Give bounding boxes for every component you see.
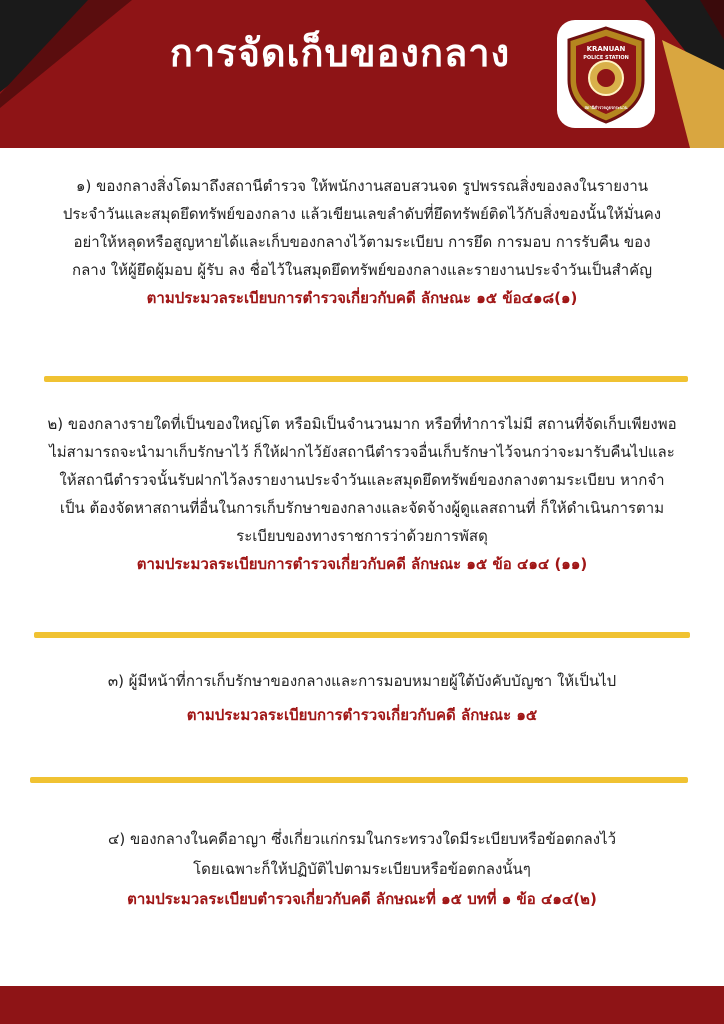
section-4-line: โดยเฉพาะก็ให้ปฏิบัติไปตามระเบียบหรือข้อตกลงนั้นๆ: [193, 860, 531, 878]
section-1-line: ประจำวันและสมุดยึดทรัพย์ของกลาง แล้วเขียนเลขลำดับที่ยึดทรัพย์ติดไว้กับสิ่งของนั้นให้มั่นคง: [62, 205, 662, 223]
page-title: การจัดเก็บของกลาง: [169, 31, 511, 75]
divider-3: [30, 777, 688, 783]
section-2-line: ให้สถานีตำรวจนั้นรับฝากไว้ลงรายงานประจำวันและสมุดยึดทรัพย์ของกลางตามระเบียบ หากจำ: [59, 471, 665, 489]
section-1-reference: ตามประมวลระเบียบการตำรวจเกี่ยวกับคดี ลักษณะ ๑๕ ข้อ๔๑๘(๑): [146, 289, 578, 307]
section-3-line: ๓) ผู้มีหน้าที่การเก็บรักษาของกลางและการมอบหมายผู้ใต้บังคับบัญชา ให้เป็นไป: [107, 672, 617, 690]
badge-bottom-text: สถานีตำรวจภูธรกระนวน: [584, 105, 628, 110]
section-2: [30, 410, 694, 578]
section-2-reference: ตามประมวลระเบียบการตำรวจเกี่ยวกับคดี ลักษณะ ๑๕ ข้อ ๔๑๔ (๑๑): [136, 555, 588, 573]
header-banner: [0, 0, 724, 148]
section-2-line: ไม่สามารถจะนำมาเก็บรักษาไว้ ก็ให้ฝากไว้ยังสถานีตำรวจอื่นเก็บรักษาไว้จนกว่าจะมารับคืนไปและ: [49, 443, 675, 461]
section-2-line: ๒) ของกลางรายใดที่เป็นของใหญ่โต หรือมิเป็นจำนวนมาก หรือที่ทำการไม่มี สถานที่จัดเก็บเพียงพอ: [47, 415, 677, 433]
section-3: [30, 667, 694, 729]
divider-2: [34, 632, 690, 638]
badge-mid-text: POLICE STATION: [583, 55, 629, 61]
section-2-line: ระเบียบของทางราชการว่าด้วยการพัสดุ: [236, 527, 488, 545]
badge-top-text: KRANUAN: [586, 45, 626, 53]
section-1-line: กลาง ให้ผู้ยึดผู้มอบ ผู้รับ ลง ชื่อไว้ในสมุดยึดทรัพย์ของกลางและรายงานประจำวันเป็นสำคัญ: [72, 261, 652, 279]
section-4-reference: ตามประมวลระเบียบตำรวจเกี่ยวกับคดี ลักษณะที่ ๑๕ บทที่ ๑ ข้อ ๔๑๔(๒): [127, 890, 597, 908]
section-3-reference: ตามประมวลระเบียบการตำรวจเกี่ยวกับคดี ลักษณะ ๑๕: [186, 706, 538, 724]
section-4: [30, 824, 694, 914]
footer-bar: [0, 986, 724, 1024]
section-1-line: ๑) ของกลางสิ่งโดมาถึงสถานีตำรวจ ให้พนักงานสอบสวนจด รูปพรรณสิ่งของลงในรายงาน: [75, 177, 649, 195]
divider-1: [44, 376, 688, 382]
section-1: [30, 172, 694, 312]
section-2-line: เป็น ต้องจัดหาสถานที่อื่นในการเก็บรักษาของกลางและจัดจ้างผู้ดูแลสถานที่ ก็ให้ดำเนินการตาม: [59, 499, 665, 517]
section-1-line: อย่าให้หลุดหรือสูญหายได้และเก็บของกลางไว้ตามระเบียบ การยึด การมอบ การรับคืน ของ: [73, 233, 651, 251]
section-4-line: ๔) ของกลางในคดีอาญา ซึ่งเกี่ยวแก่กรมในกระทรวงใดมีระเบียบหรือข้อตกลงไว้: [107, 830, 617, 848]
police-station-badge-icon: [555, 18, 657, 130]
